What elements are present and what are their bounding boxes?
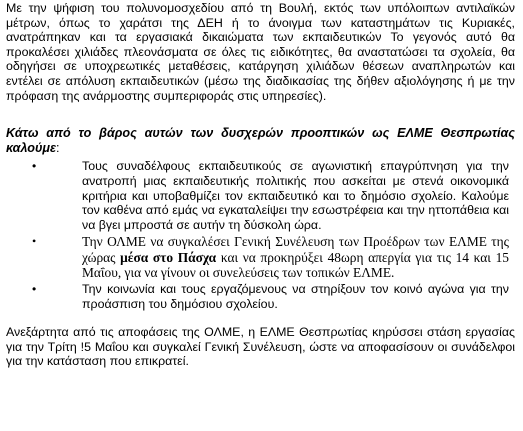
closing-paragraph: Ανεξάρτητα από τις αποφάσεις της ΟΛΜΕ, η ΕΛΜΕ Θεσπρωτίας κηρύσσει στάση εργασίας για την Τρίτη !5 Μαΐου και συγκαλεί Γενική Συνέλευση, ώστε να αποφασίσουν οι συνάδελφοι για την κατάσταση που επικρατεί. — [6, 325, 515, 369]
list-item — [6, 234, 515, 280]
list-item-text: Τους συναδέλφους εκπαιδευτικούς σε αγωνιστική επαγρύπνηση για την ανατροπή μιας εκπαιδευτικής πολιτικής που ασκείται με στενά οικονομικά κριτήρια και υποβαθμίζει τον εκπαιδευτικό και το δημόσιο σχολείο. Καλούμε τον καθένα από εμάς να εγκαταλείψει την εσωστρέφεια και την ηττοπάθεια και να βγει μπροστά σε αυτήν τη δύσκολη ώρα. — [82, 159, 509, 232]
lead-heading-text: Κάτω από το βάρος αυτών των δυσχερών προοπτικών ως ΕΛΜΕ Θεσπρωτίας καλούμε — [6, 126, 515, 155]
lead-heading — [6, 126, 515, 155]
list-item-text: Την ΟΛΜΕ να συγκαλέσει Γενική Συνέλευση των Προέδρων των ΕΛΜΕ της χώρας — [82, 234, 509, 265]
bullet-icon: • — [32, 281, 37, 296]
list-item-text: και να προκηρύξει 48ωρη απεργία για τις 14 και 15 Μαΐου, για να γίνουν οι συνελεύσεις των τοπικών ΕΛΜΕ. — [82, 249, 509, 280]
bullet-icon: • — [32, 159, 37, 174]
list-item-text: Την κοινωνία και τους εργαζόμενους να στηρίξουν τον κοινό αγώνα για την προάσπιση του δημόσιου σχολείου. — [82, 281, 509, 311]
intro-paragraph: Με την ψήφιση του πολυνομοσχεδίου από τη Βουλή, εκτός των υπόλοιπων αντιλαϊκών μέτρων, όπως το χαράτσι της ΔΕΗ ή το άνοιγμα των καταστημάτων τις Κυριακές, ανατράπηκαν και τα εργασιακά δικαιώματα των εκπαιδευτικών Το γεγονός αυτό θα προκαλέσει χιλιάδες πλεονάσματα σε όλες τις ειδικότητες, θα αναστατώσει τα σχολεία, θα οδηγήσει σε υποχρεωτικές μεταθέσεις, κατάργηση χιλιάδων θέσεων αναπληρωτών και εντέλει σε απόλυση εκπαιδευτικών (μέσω της διαδικασίας της δήθεν αξιολόγησης ή με την πρόφαση της ανάρμοστης συμπεριφοράς στις υπηρεσίες). — [6, 1, 515, 103]
lead-heading-colon: : — [56, 140, 60, 155]
list-item — [6, 282, 515, 311]
bullet-icon: • — [32, 234, 37, 249]
list-item — [6, 159, 515, 232]
demands-list — [6, 159, 515, 311]
list-item-emphasis: μέσα στο Πάσχα — [120, 249, 217, 265]
